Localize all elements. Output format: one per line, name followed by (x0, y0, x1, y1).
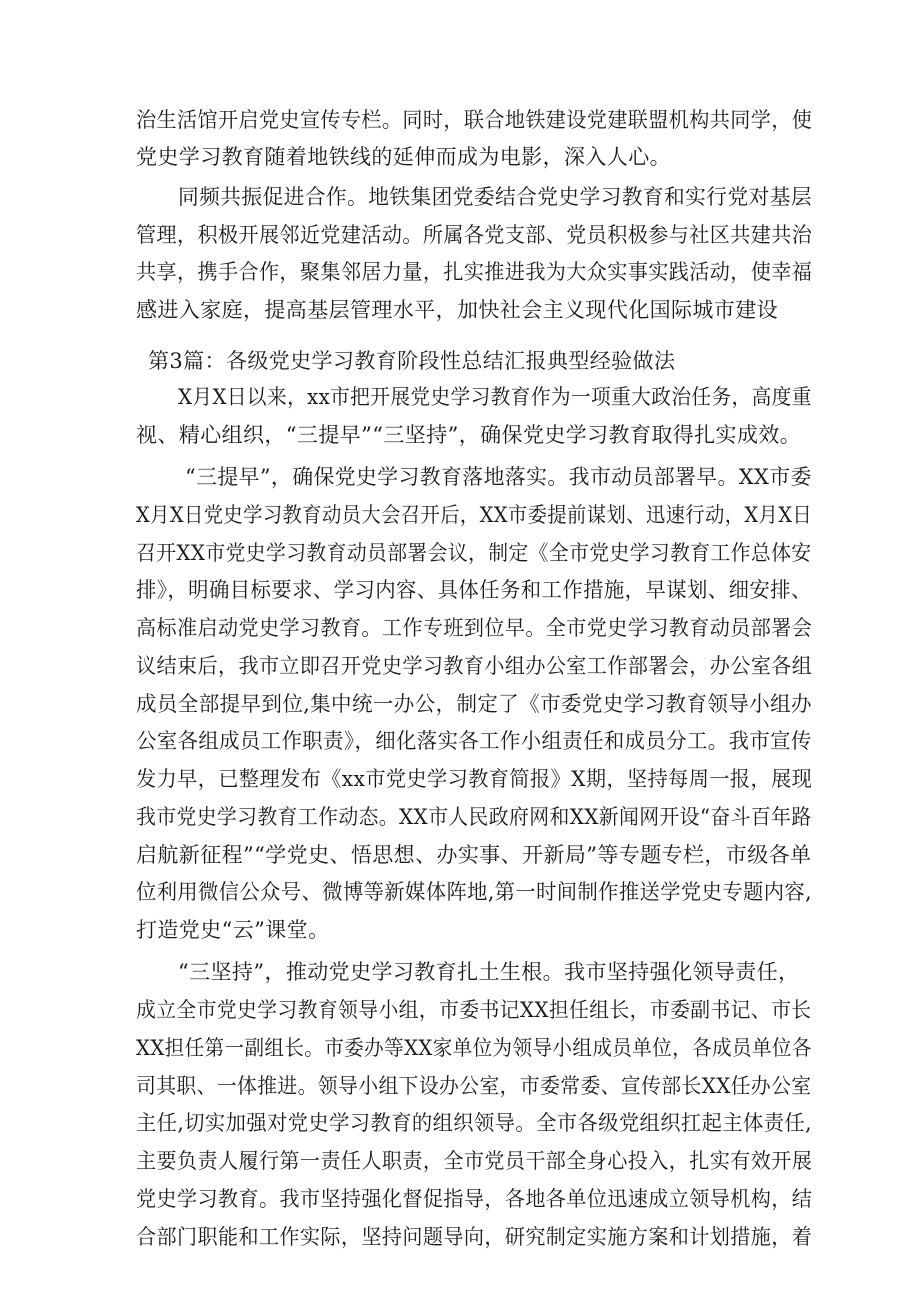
text-line: 党史学习教育随着地铁线的延伸而成为电影，深入人心。 (136, 145, 671, 169)
text-line: 司其职、一体推进。领导小组下设办公室，市委常委、宣传部长XX任办公室 (136, 1074, 812, 1098)
text-line: 位利用微信公众号、微博等新媒体阵地,第一时间制作推送学党史专题内容, (136, 880, 812, 904)
text-line: 召开XX市党史学习教育动员部署会议，制定《全市党史学习教育工作总体安 (136, 541, 812, 565)
text-line: 成立全市党史学习教育领导小组，市委书记XX担任组长，市委副书记、市长 (136, 998, 812, 1022)
text-line: 公室各组成员工作职责》，细化落实各工作小组责任和成员分工。我市宣传 (136, 729, 812, 753)
text-line: 排》，明确目标要求、学习内容、具体任务和工作措施，早谋划、细安排、 (136, 578, 812, 602)
text-line: 高标准启动党史学习教育。工作专班到位早。全市党史学习教育动员部署会 (136, 616, 813, 640)
paragraph-heading: “三提早”，确保党史学习教育落地落实。我市动员部署早。XX市委 (185, 465, 812, 489)
text-line: 主任,切实加强对党史学习教育的组织领导。全市各级党组织扛起主体责任, (136, 1111, 812, 1135)
text-line: 发力早，已整理发布《xx市党史学习教育简报》X期，坚持每周一报，展现 (136, 767, 813, 791)
paragraph-heading: “三坚持”，推动党史学习教育扎土生根。我市坚持强化领导责任， (178, 960, 800, 984)
text-line: 议结束后，我市立即召开党史学习教育小组办公室工作部署会，办公室各组 (136, 654, 813, 678)
text-line: 打造党史“云”课堂。 (136, 918, 330, 942)
text-line: 感进入家庭，提高基层管理水平，加快社会主义现代化国际城市建设 (136, 298, 778, 322)
text-line: 主要负责人履行第一责任人职责，全市党员干部全身心投入，扎实有效开展 (136, 1149, 813, 1173)
text-line: 治生活馆开启党史宣传专栏。同时，联合地铁建设党建联盟机构共同学，使 (136, 108, 813, 132)
text-line: XX担任第一副组长。市委办等XX家单位为领导小组成员单位，各成员单位各 (136, 1036, 812, 1060)
text-line: X月X日党史学习教育动员大会召开后，XX市委提前谋划、迅速行动，X月X日 (136, 503, 813, 527)
text-line: 党史学习教育。我市坚持强化督促指导，各地各单位迅速成立领导机构，结 (136, 1187, 813, 1211)
text-line: 合部门职能和工作实际，坚持问题导向，研究制定实施方案和计划措施，着 (136, 1225, 813, 1249)
section-title: 第3篇：各级党史学习教育阶段性总结汇报典型经验做法 (148, 349, 676, 373)
text-line: 视、精心组织，“三提早”“三坚持”，确保党史学习教育取得扎实成效。 (136, 423, 802, 447)
text-line: 管理，积极开展邻近党建活动。所属各党支部、党员积极参与社区共建共治 (136, 223, 813, 247)
text-line: 成员全部提早到位,集中统一办公，制定了《市委党史学习教育领导小组办 (136, 692, 812, 716)
text-line: X月X日以来，xx市把开展党史学习教育作为一项重大政治任务，高度重 (178, 385, 812, 409)
paragraph-heading: 同频共振促进合作。地铁集团党委结合党史学习教育和实行党对基层 (178, 185, 812, 209)
text-line: 共享，携手合作，聚集邻居力量，扎实推进我为大众实事实践活动，使幸福 (136, 260, 813, 284)
text-line: 我市党史学习教育工作动态。XX市人民政府网和XX新闻网开设“奋斗百年路 (136, 805, 812, 829)
text-line: 启航新征程”“学党史、悟思想、办实事、开新局”等专题专栏，市级各单 (136, 843, 812, 867)
